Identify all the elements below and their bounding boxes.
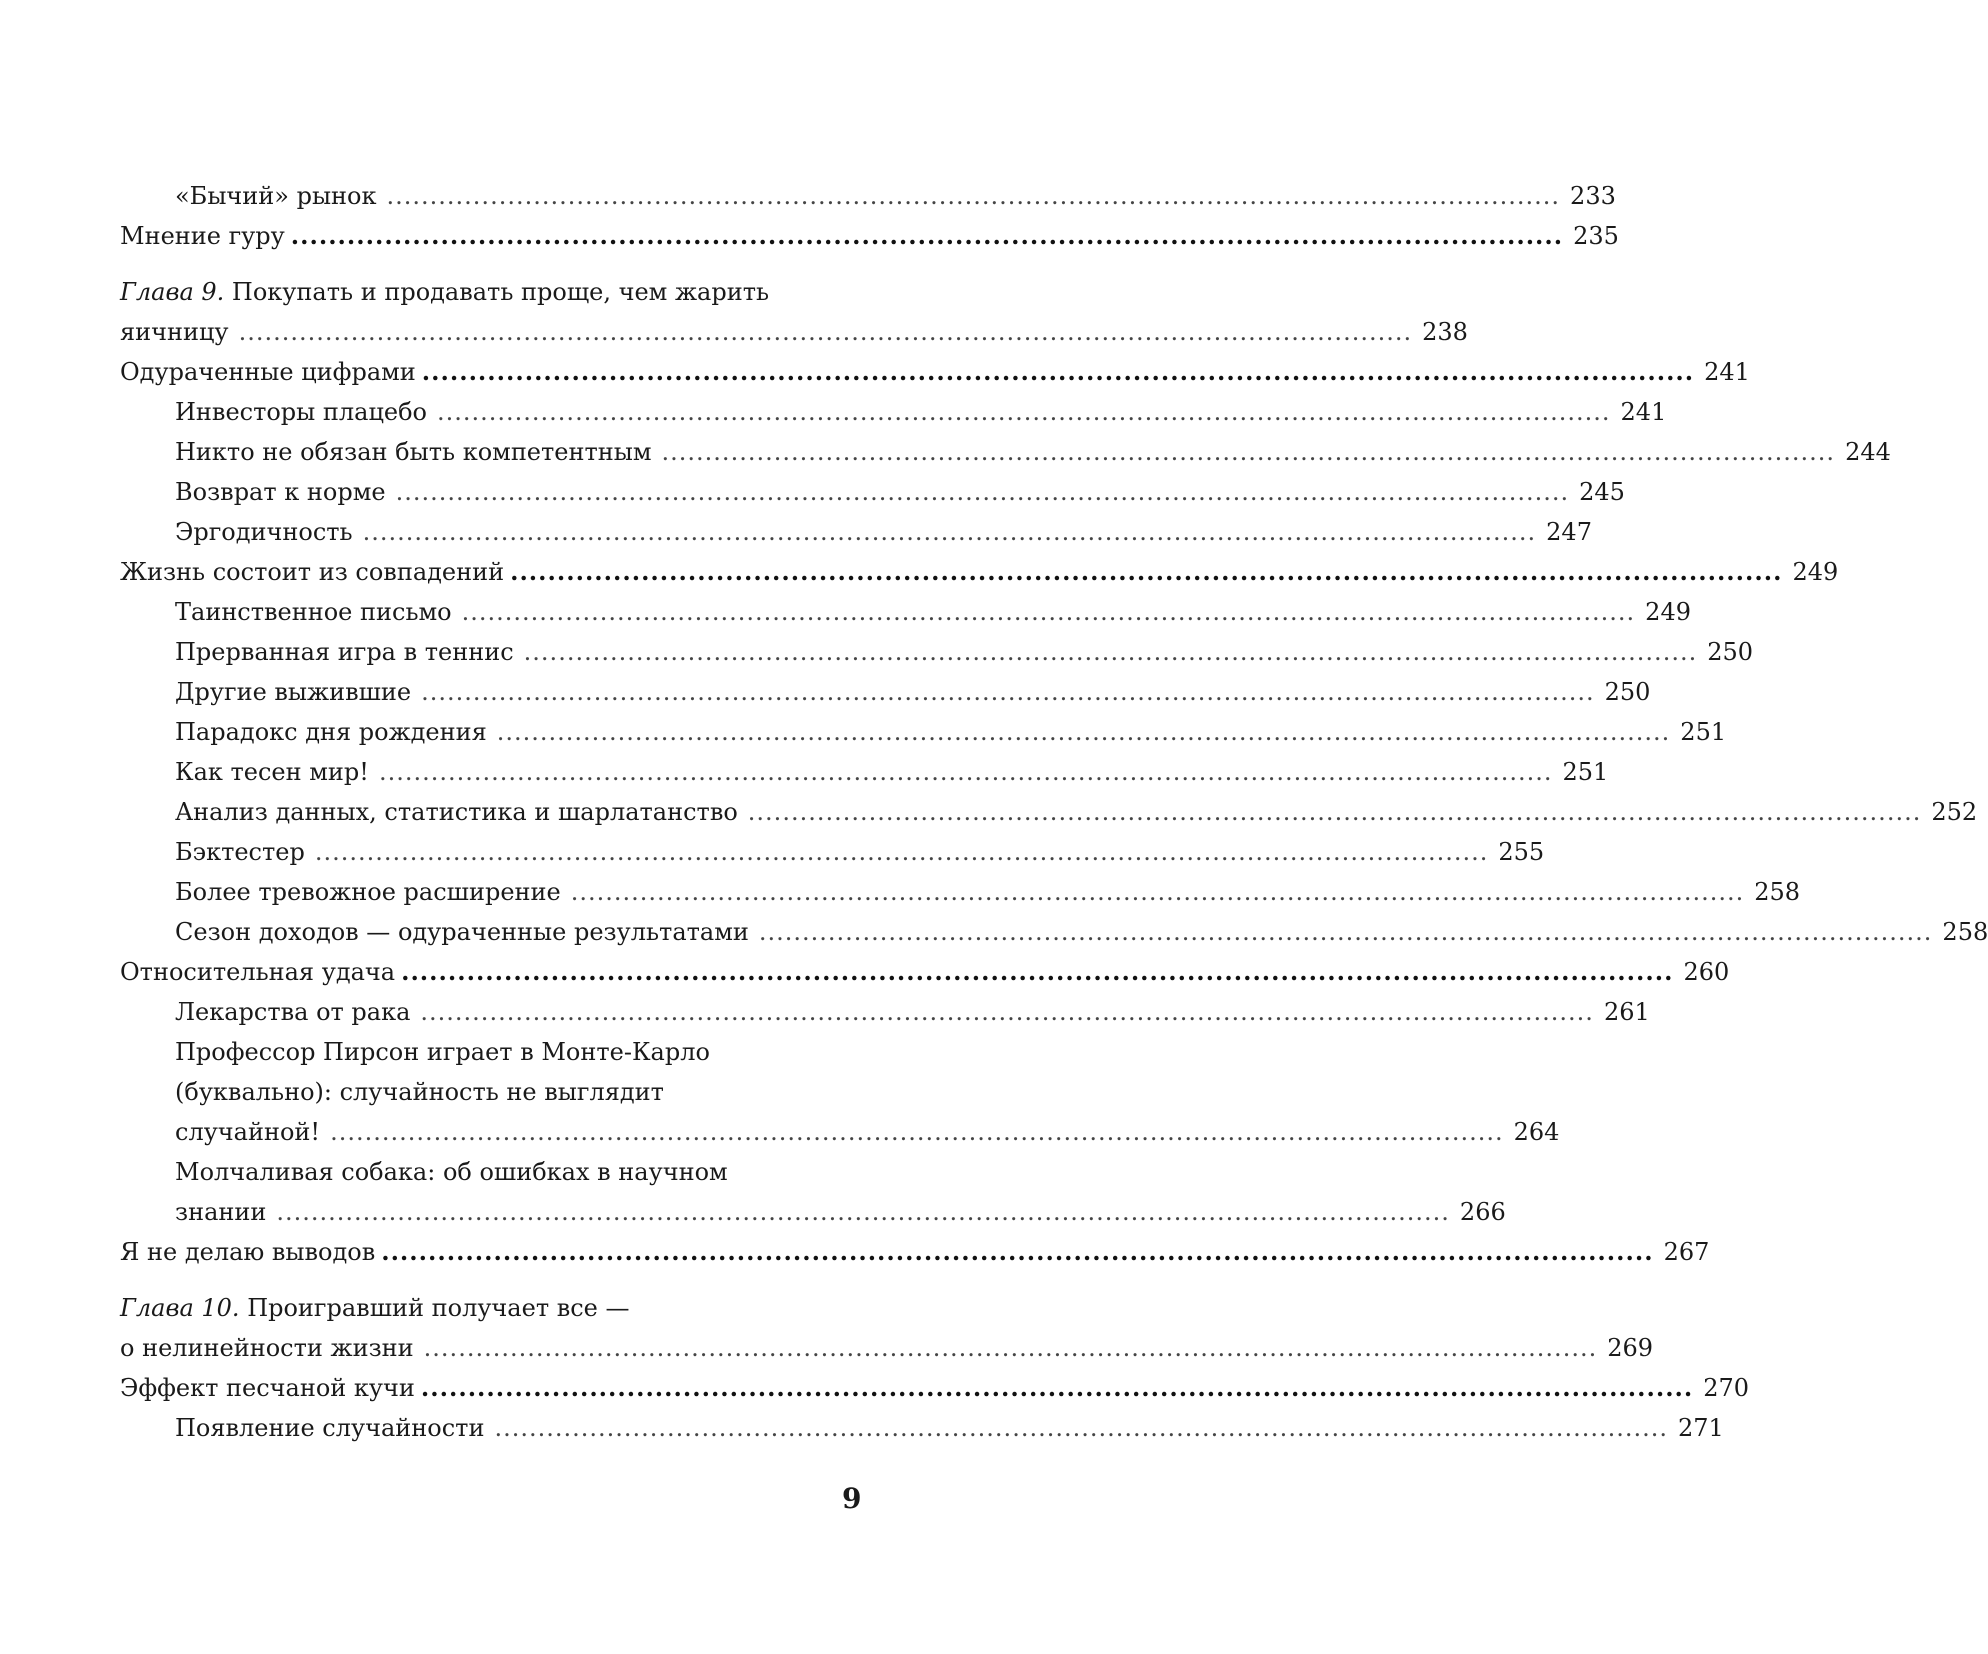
toc-entry-title: Жизнь состоит из совпадений xyxy=(120,558,505,586)
toc-entry xyxy=(120,392,1667,432)
toc-entry xyxy=(120,1192,1506,1232)
toc-entry-title: Одураченные цифрами xyxy=(120,358,416,386)
dot-leader: ........................................................................................................................................ xyxy=(421,678,1595,706)
chapter-title: Проигравший получает все — xyxy=(239,1294,630,1322)
toc-entry-title: Сезон доходов — одураченные результатами xyxy=(175,918,749,946)
toc-entry xyxy=(120,1328,1654,1368)
toc-entry xyxy=(120,552,1839,592)
toc-entry-title: Инвесторы плацебо xyxy=(175,398,427,426)
dot-leader: ........................................................................................................................................ xyxy=(386,182,1561,210)
toc-entry-page: 266 xyxy=(1459,1198,1506,1226)
toc-entry xyxy=(120,512,1592,552)
toc-entry-page: 261 xyxy=(1603,998,1650,1026)
chapter-label: Глава 9. xyxy=(120,278,225,306)
toc-entry-page: 251 xyxy=(1562,758,1609,786)
dot-leader: ........................................................................................................................................ xyxy=(461,598,1636,626)
dot-leader: ........................................................................................................................................ xyxy=(421,357,1695,386)
dot-leader: ........................................................................................................................................ xyxy=(570,878,1745,906)
table-of-contents xyxy=(120,176,1988,1448)
toc-entry xyxy=(120,472,1625,512)
toc-entry-title: Анализ данных, статистика и шарлатанство xyxy=(175,798,738,826)
toc-entry-page: 260 xyxy=(1683,958,1730,986)
toc-entry-title: Появление случайности xyxy=(175,1414,485,1442)
toc-entry-title: Лекарства от рака xyxy=(175,998,411,1026)
toc-entry xyxy=(120,632,1754,672)
toc-entry-page: 267 xyxy=(1663,1238,1710,1266)
toc-entry-page: 264 xyxy=(1513,1118,1560,1146)
dot-leader: ........................................................................................................................................ xyxy=(330,1118,1504,1146)
dot-leader: ........................................................................................................................................ xyxy=(496,718,1671,746)
toc-entry-page: 241 xyxy=(1620,398,1667,426)
toc-entry xyxy=(120,712,1727,752)
dot-leader: ........................................................................................................................................ xyxy=(378,758,1553,786)
toc-entry-title: Парадокс дня рождения xyxy=(175,718,487,746)
toc-entry-title: Эргодичность xyxy=(175,518,353,546)
toc-entry-page: 258 xyxy=(1942,918,1988,946)
toc-entry-page: 252 xyxy=(1931,798,1978,826)
toc-entry-page: 235 xyxy=(1573,222,1619,250)
toc-entry-title: яичницу xyxy=(120,318,229,346)
dot-leader: ........................................................................................................................................ xyxy=(401,957,1674,986)
toc-entry-page: 269 xyxy=(1607,1334,1654,1362)
toc-entry-title: о нелинейности жизни xyxy=(120,1334,414,1362)
toc-entry xyxy=(120,792,1978,832)
dot-leader: ........................................................................................................................................ xyxy=(420,998,1594,1026)
toc-entry-page: 245 xyxy=(1579,478,1625,506)
toc-entry xyxy=(120,992,1650,1032)
toc-entry-page: 249 xyxy=(1645,598,1691,626)
dot-leader: ........................................................................................................................................ xyxy=(290,221,1564,250)
toc-entry xyxy=(120,832,1545,872)
toc-entry xyxy=(120,672,1651,712)
section-gap xyxy=(120,1272,862,1288)
dot-leader: ........................................................................................................................................ xyxy=(437,398,1611,426)
page-number: 9 xyxy=(842,1482,862,1515)
dot-leader: ........................................................................................................................................ xyxy=(395,478,1570,506)
dot-leader: ........................................................................................................................................ xyxy=(661,438,1836,466)
toc-entry xyxy=(120,592,1691,632)
toc-entry-page: 247 xyxy=(1546,518,1592,546)
toc-entry-page: 258 xyxy=(1754,878,1801,906)
toc-entry-title: Мнение гуру xyxy=(120,222,285,250)
dot-leader: ........................................................................................................................................ xyxy=(747,798,1922,826)
toc-entry xyxy=(120,1232,1710,1272)
toc-entry-title: случайной! xyxy=(175,1118,321,1146)
toc-entry xyxy=(120,176,1616,216)
toc-entry-title-line: Профессор Пирсон играет в Монте-Карло xyxy=(175,1038,710,1066)
toc-entry-page: 238 xyxy=(1422,318,1468,346)
toc-entry-title: Другие выжившие xyxy=(175,678,412,706)
toc-entry-title: Как тесен мир! xyxy=(175,758,369,786)
dot-leader: ........................................................................................................................................ xyxy=(758,918,1933,946)
chapter-heading xyxy=(120,272,862,312)
chapter-heading xyxy=(120,1288,862,1328)
dot-leader: ........................................................................................................................................ xyxy=(423,1334,1598,1362)
toc-entry xyxy=(120,216,1619,256)
toc-entry-title: Я не делаю выводов xyxy=(120,1238,376,1266)
toc-entry-page: 255 xyxy=(1498,838,1545,866)
toc-entry-title: Бэктестер xyxy=(175,838,305,866)
dot-leader: ........................................................................................................................................ xyxy=(314,838,1489,866)
toc-entry xyxy=(120,352,1750,392)
toc-entry xyxy=(120,1112,1560,1152)
toc-entry-page: 250 xyxy=(1604,678,1651,706)
toc-entry-title: Эффект песчаной кучи xyxy=(120,1374,415,1402)
dot-leader: ........................................................................................................................................ xyxy=(523,638,1698,666)
toc-entry-page: 250 xyxy=(1707,638,1754,666)
toc-entry-page: 241 xyxy=(1704,358,1750,386)
toc-entry-title-line: (буквально): случайность не выглядит xyxy=(175,1078,664,1106)
toc-entry xyxy=(120,1408,1724,1448)
dot-leader: ........................................................................................................................................ xyxy=(494,1414,1668,1442)
toc-entry-title: Относительная удача xyxy=(120,958,396,986)
toc-entry-page: 251 xyxy=(1680,718,1727,746)
dot-leader: ........................................................................................................................................ xyxy=(510,557,1783,586)
toc-entry-title: Возврат к норме xyxy=(175,478,386,506)
toc-entry-title: Прерванная игра в теннис xyxy=(175,638,514,666)
toc-entry xyxy=(120,872,1801,912)
chapter-title: Покупать и продавать проще, чем жарить xyxy=(224,278,770,306)
dot-leader: ........................................................................................................................................ xyxy=(381,1237,1654,1266)
toc-entry xyxy=(120,952,1730,992)
dot-leader: ........................................................................................................................................ xyxy=(362,518,1537,546)
toc-entry-page: 271 xyxy=(1677,1414,1724,1442)
toc-entry-title: знании xyxy=(175,1198,267,1226)
toc-entry-page: 233 xyxy=(1570,182,1616,210)
toc-entry-page: 270 xyxy=(1703,1374,1750,1402)
toc-entry xyxy=(120,1368,1750,1408)
toc-entry-page: 244 xyxy=(1845,438,1891,466)
section-gap xyxy=(120,256,862,272)
toc-entry xyxy=(120,752,1609,792)
toc-entry xyxy=(120,912,1988,952)
toc-entry xyxy=(120,432,1891,472)
toc-entry-title: «Бычий» рынок xyxy=(175,182,377,210)
chapter-label: Глава 10. xyxy=(120,1294,240,1322)
toc-entry-title: Таинственное письмо xyxy=(175,598,452,626)
toc-entry-title: Никто не обязан быть компетентным xyxy=(175,438,652,466)
toc-entry xyxy=(120,312,1468,352)
dot-leader: ........................................................................................................................................ xyxy=(276,1198,1450,1226)
toc-entry-page: 249 xyxy=(1792,558,1839,586)
toc-entry-title-line: Молчаливая собака: об ошибках в научном xyxy=(175,1158,728,1186)
toc-entry-title: Более тревожное расширение xyxy=(175,878,561,906)
dot-leader: ........................................................................................................................................ xyxy=(420,1373,1694,1402)
dot-leader: ........................................................................................................................................ xyxy=(238,318,1413,346)
